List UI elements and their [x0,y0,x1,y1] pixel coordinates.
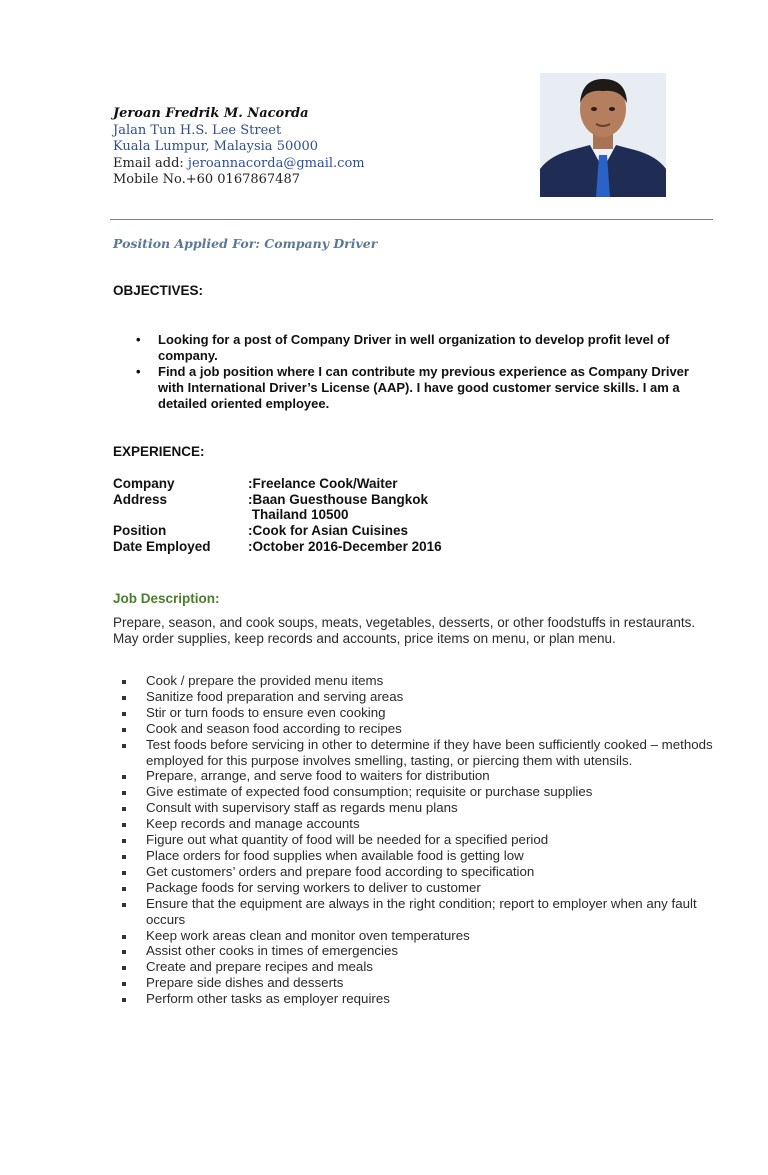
company-label: Company [113,476,175,491]
job-description-heading: Job Description: [113,591,220,606]
date-label: Date Employed [113,538,211,554]
address-row [113,492,442,508]
address-row-2 [113,507,442,523]
date-row [113,539,442,555]
position-label: Position [113,523,167,539]
list-item: Test foods before servicing in other to determine if they have been sufficiently cooked – methods employed for this purpose involves smelling, tasting, or piercing them with utensils. [122,737,718,769]
street-address: Jalan Tun H.S. Lee Street [113,122,282,138]
date-value: :October 2016-December 2016 [248,538,442,554]
address-value: :Baan Guesthouse Bangkok [248,491,429,507]
email-link[interactable]: jeroannacorda@gmail.com [187,155,365,171]
objective-item: • Looking for a post of Company Driver in well organization to develop profit level of company. [136,332,716,364]
list-item: Figure out what quantity of food will be needed for a specified period [122,832,718,848]
job-summary: Prepare, season, and cook soups, meats, vegetables, desserts, or other foodstuffs in restaurants. May order supplies, keep records and accounts, price items on menu, or plan menu. [113,615,696,646]
profile-photo [540,73,666,197]
list-item: Get customers’ orders and prepare food according to specification [122,864,718,880]
experience-details [113,476,442,555]
list-item: Cook / prepare the provided menu items [122,673,718,689]
list-item: Keep records and manage accounts [122,816,718,832]
email-line [113,156,365,173]
list-item: Place orders for food supplies when available food is getting low [122,848,718,864]
contact-header [113,106,365,189]
list-item: Create and prepare recipes and meals [122,959,718,975]
header-divider [110,219,713,220]
list-item: Cook and season food according to recipes [122,721,718,737]
objectives-list [136,332,716,412]
email-label: Email add: [113,155,188,171]
position-applied: Position Applied For: Company Driver [113,236,378,251]
list-item: Perform other tasks as employer requires [122,991,718,1007]
list-item: Stir or turn foods to ensure even cooking [122,705,718,721]
profile-photo-icon [540,73,666,197]
experience-heading: EXPERIENCE: [113,444,205,459]
mobile-line: Mobile No.+60 0167867487 [113,172,300,187]
objective-item: • Find a job position where I can contribute my previous experience as Company Driver with International Driver’s License (AAP). I have good customer service skills. I am a detailed oriented employee. [136,364,716,412]
city-address: Kuala Lumpur, Malaysia 50000 [113,139,319,154]
applicant-name: Jeroan Fredrik M. Nacorda [113,106,309,121]
company-value: :Freelance Cook/Waiter [248,476,398,491]
list-item: Give estimate of expected food consumption; requisite or purchase supplies [122,784,718,800]
list-item: Assist other cooks in times of emergencies [122,943,718,959]
list-item: Sanitize food preparation and serving areas [122,689,718,705]
objectives-heading: OBJECTIVES: [113,283,204,298]
position-row [113,523,442,539]
list-item: Prepare side dishes and desserts [122,975,718,991]
list-item: Prepare, arrange, and serve food to waiters for distribution [122,768,718,784]
list-item: Package foods for serving workers to deliver to customer [122,880,718,896]
list-item: Keep work areas clean and monitor oven temperatures [122,928,718,944]
list-item: Ensure that the equipment are always in the right condition; report to employer when any fault occurs [122,896,718,928]
position-value: :Cook for Asian Cuisines [248,523,409,539]
address-value-2: Thailand 10500 [248,507,349,523]
address-label: Address [113,491,168,507]
list-item: Consult with supervisory staff as regards menu plans [122,800,718,816]
task-list [122,673,718,1007]
company-row [113,476,442,492]
